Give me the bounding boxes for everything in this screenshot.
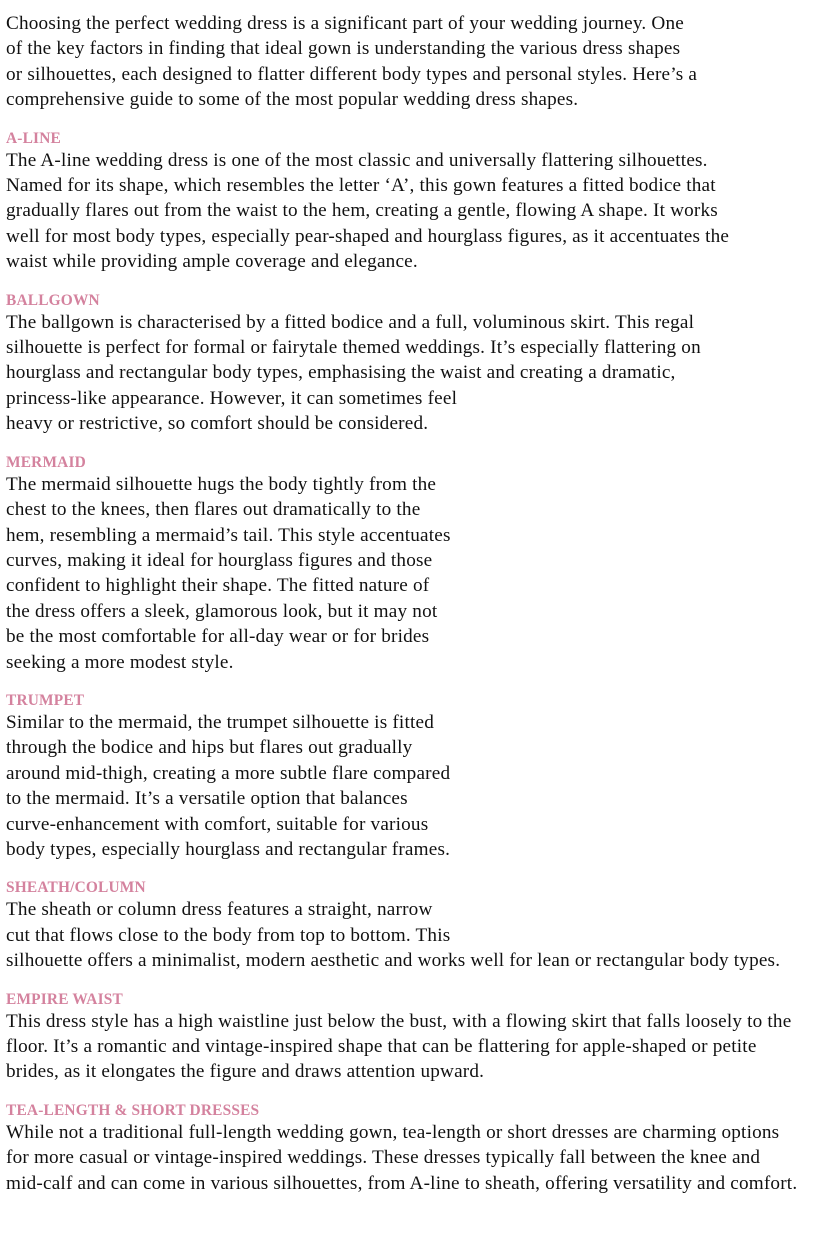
text-line: princess-like appearance. However, it can sometimes feel — [6, 387, 458, 409]
section-spacer — [6, 1085, 808, 1102]
section-heading: TRUMPET — [6, 691, 85, 709]
text-line: seeking a more modest style. — [6, 651, 234, 673]
dress-shape-section — [6, 862, 808, 973]
dress-shape-section — [6, 437, 808, 675]
section-paragraph — [6, 710, 808, 862]
text-line: The mermaid silhouette hugs the body tightly from the — [6, 473, 437, 495]
section-heading: EMPIRE WAIST — [6, 990, 123, 1008]
text-line: be the most comfortable for all-day wear or for brides — [6, 626, 430, 648]
text-line: floor. It’s a romantic and vintage-inspired shape that can be flattering for apple-shaped or petite — [6, 1036, 757, 1057]
text-line: or silhouettes, each designed to flatter different body types and personal styles. Here’s a — [6, 63, 698, 85]
section-heading: MERMAID — [6, 453, 86, 471]
text-line: Choosing the perfect wedding dress is a significant part of your wedding journey. One — [6, 13, 684, 34]
text-line: curve-enhancement with comfort, suitable for various — [6, 813, 429, 835]
dress-shape-section — [6, 275, 808, 437]
text-line: through the bodice and hips but flares out gradually — [6, 737, 413, 759]
text-line: mid-calf and can come in various silhouettes, from A-line to sheath, offering versatility and comfort. — [6, 1172, 798, 1194]
section-paragraph — [6, 148, 808, 275]
text-line: Named for its shape, which resembles the letter ‘A’, this gown features a fitted bodice that — [6, 175, 716, 197]
text-line: The sheath or column dress features a straight, narrow — [6, 899, 433, 921]
section-spacer — [6, 275, 808, 292]
section-heading: BALLGOWN — [6, 291, 100, 309]
text-line: silhouette offers a minimalist, modern aesthetic and works well for lean or rectangular body types. — [6, 950, 781, 972]
text-line: While not a traditional full-length wedding gown, tea-length or short dresses are charming options — [6, 1121, 780, 1143]
text-line: silhouette is perfect for formal or fairytale themed weddings. It’s especially flattering on — [6, 337, 701, 359]
section-paragraph — [6, 1009, 808, 1085]
section-spacer — [6, 437, 808, 454]
text-line: waist while providing ample coverage and elegance. — [6, 251, 418, 273]
section-spacer — [6, 675, 808, 692]
text-line: gradually flares out from the waist to the hem, creating a gentle, flowing A shape. It works — [6, 200, 718, 222]
section-spacer — [6, 974, 808, 991]
section-spacer — [6, 113, 808, 130]
sections-container — [6, 113, 808, 1196]
text-line: cut that flows close to the body from top to bottom. This — [6, 924, 451, 946]
intro-paragraph — [6, 6, 808, 113]
section-paragraph — [6, 472, 808, 675]
text-line: well for most body types, especially pear-shaped and hourglass figures, as it accentuates the — [6, 225, 730, 247]
text-line: for more casual or vintage-inspired weddings. These dresses typically fall between the knee and — [6, 1147, 761, 1169]
text-line: The A-line wedding dress is one of the most classic and universally flattering silhouettes. — [6, 149, 708, 171]
text-line: chest to the knees, then flares out dramatically to the — [6, 499, 421, 521]
dress-shape-section — [6, 1085, 808, 1196]
text-line: The ballgown is characterised by a fitted bodice and a full, voluminous skirt. This regal — [6, 311, 695, 333]
text-line: curves, making it ideal for hourglass figures and those — [6, 549, 433, 571]
dress-shape-section — [6, 675, 808, 862]
text-line: heavy or restrictive, so comfort should be considered. — [6, 413, 429, 435]
text-line: confident to highlight their shape. The fitted nature of — [6, 575, 430, 597]
text-line: of the key factors in finding that ideal gown is understanding the various dress shapes — [6, 38, 681, 60]
text-line: to the mermaid. It’s a versatile option that balances — [6, 788, 408, 810]
section-heading: TEA-LENGTH & SHORT DRESSES — [6, 1101, 260, 1119]
text-line: hourglass and rectangular body types, emphasising the waist and creating a dramatic, — [6, 362, 676, 384]
section-spacer — [6, 862, 808, 879]
section-heading: SHEATH/COLUMN — [6, 879, 146, 897]
section-heading: A-LINE — [6, 129, 61, 147]
text-line: body types, especially hourglass and rectangular frames. — [6, 838, 451, 860]
text-line: hem, resembling a mermaid’s tail. This style accentuates — [6, 524, 451, 546]
section-paragraph — [6, 1120, 808, 1196]
text-line: the dress offers a sleek, glamorous look, but it may not — [6, 600, 438, 622]
text-line: around mid-thigh, creating a more subtle flare compared — [6, 762, 451, 784]
section-paragraph — [6, 310, 808, 437]
section-paragraph — [6, 897, 808, 973]
text-line: comprehensive guide to some of the most popular wedding dress shapes. — [6, 89, 579, 111]
text-line: Similar to the mermaid, the trumpet silhouette is fitted — [6, 711, 434, 733]
text-line: This dress style has a high waistline just below the bust, with a flowing skirt that falls loosely to the — [6, 1010, 792, 1032]
dress-shape-section — [6, 113, 808, 275]
dress-shape-section — [6, 974, 808, 1085]
text-line: brides, as it elongates the figure and draws attention upward. — [6, 1061, 485, 1083]
